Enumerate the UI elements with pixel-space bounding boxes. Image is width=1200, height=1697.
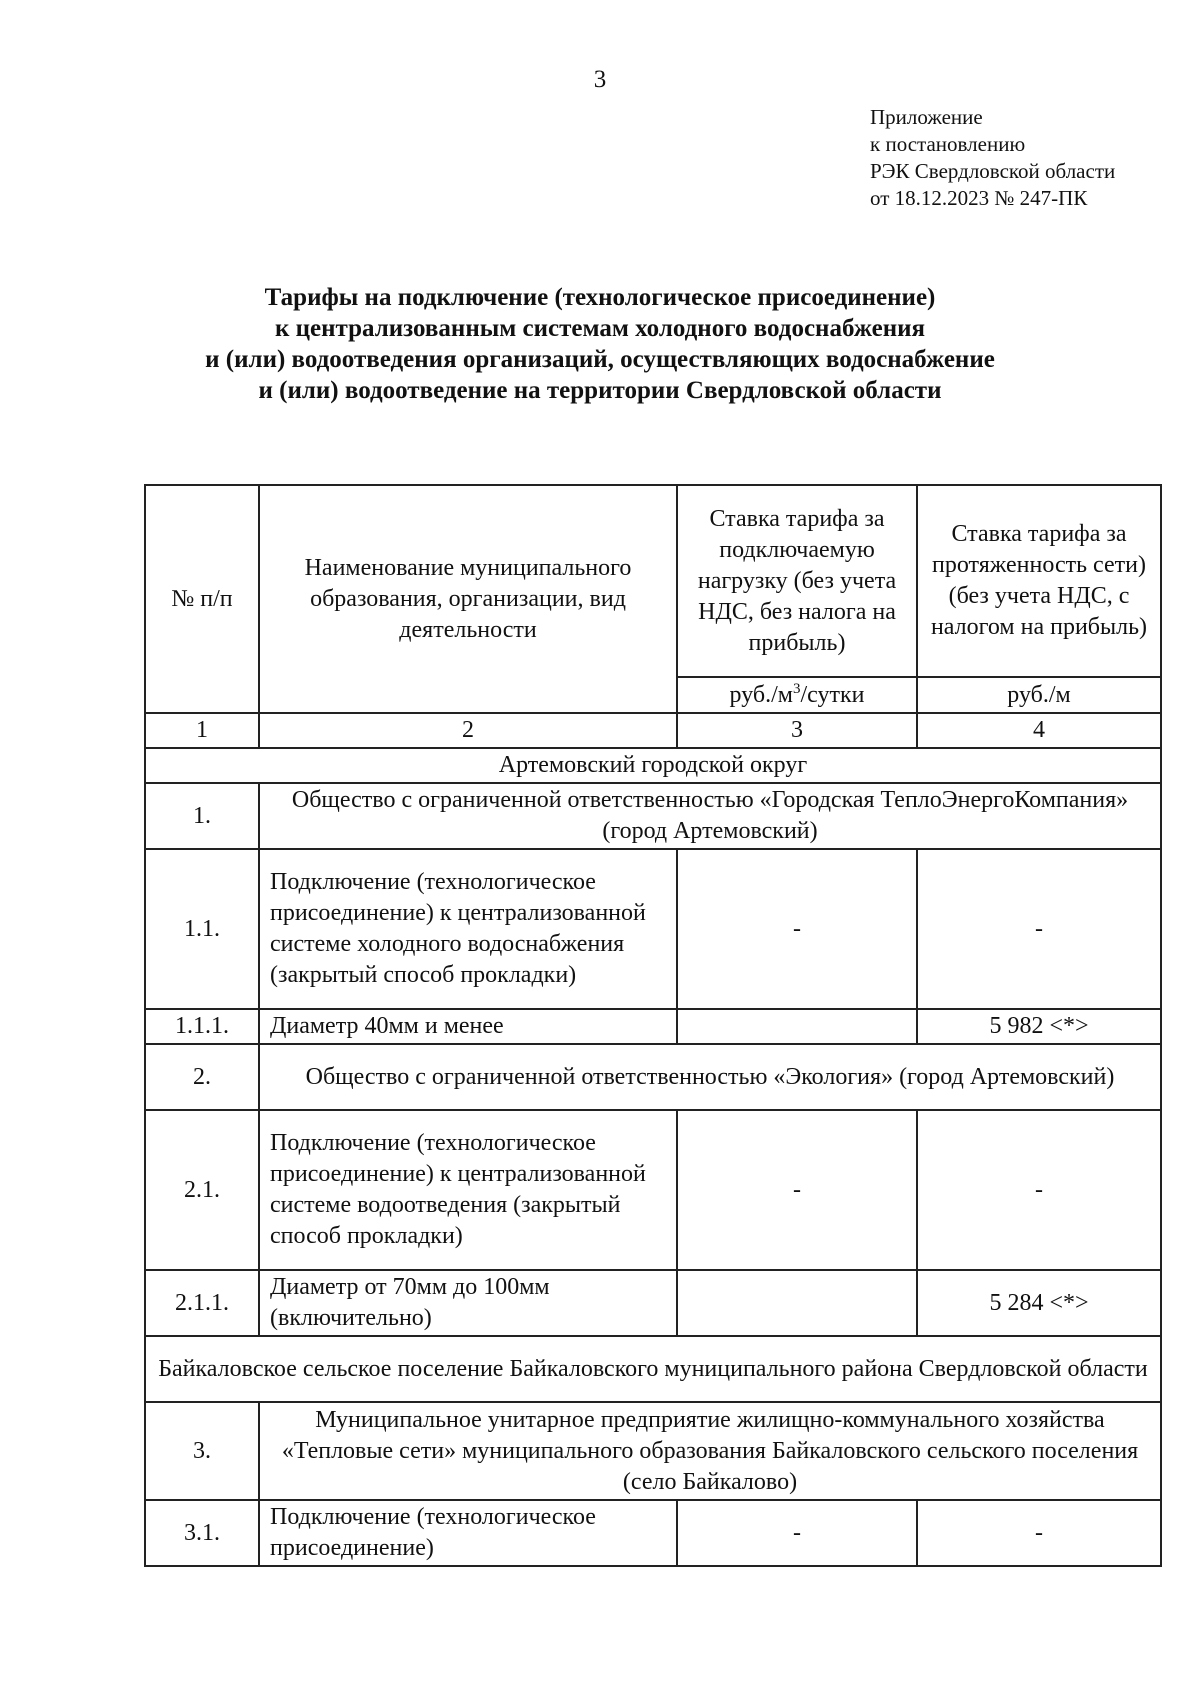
header-num: № п/п [145, 485, 259, 713]
load-rate-value: - [677, 1500, 917, 1566]
load-rate-value [677, 1270, 917, 1336]
appendix-line: от 18.12.2023 № 247-ПК [870, 186, 1088, 210]
unit-load: $руб./м^3$/сутки [677, 677, 917, 713]
col-number: 2 [259, 713, 677, 748]
length-rate-value: - [917, 1500, 1161, 1566]
load-rate-value [677, 1009, 917, 1044]
col-number: 3 [677, 713, 917, 748]
organization-row [145, 783, 1161, 849]
row-number: 2. [145, 1044, 259, 1110]
organization-name: Общество с ограниченной ответственностью «Экология» (город Артемовский) [259, 1044, 1161, 1110]
row-number: 3. [145, 1402, 259, 1500]
header-length-rate: Ставка тарифа за протяженность сети) (без учета НДС, с налогом на прибыль) [917, 485, 1161, 677]
title-line: и (или) водоотведения организаций, осуществляющих водоснабжение [205, 346, 995, 373]
unit-superscript: 3 [792, 680, 801, 697]
column-numbers-row [145, 713, 1161, 748]
length-rate-value: 5 284 <*> [917, 1270, 1161, 1336]
organization-name: Муниципальное унитарное предприятие жилищно-коммунального хозяйства «Тепловые сети» муниципального образования Байкаловского сельского поселения (село Байкалово) [259, 1402, 1161, 1500]
header-name: Наименование муниципального образования, организации, вид деятельности [259, 485, 677, 713]
appendix-line: РЭК Свердловской области [870, 159, 1116, 183]
service-name: Подключение (технологическое присоединение) [259, 1500, 677, 1566]
title-line: к централизованным системам холодного водоснабжения [274, 315, 926, 342]
diameter-row [145, 1270, 1161, 1336]
col-number: 1 [145, 713, 259, 748]
header-load-rate: Ставка тарифа за подключаемую нагрузку (без учета НДС, без налога на прибыль) [677, 485, 917, 677]
row-number: 2.1. [145, 1110, 259, 1270]
service-row [145, 1500, 1161, 1566]
col-number: 4 [917, 713, 1161, 748]
row-number: 1.1. [145, 849, 259, 1009]
length-rate-value: - [917, 849, 1161, 1009]
header-row [145, 485, 1161, 677]
document-title [0, 282, 1200, 406]
service-name: Подключение (технологическое присоединение) к централизованной системе водоотведения (закрытый способ прокладки) [259, 1110, 677, 1270]
organization-row [145, 1044, 1161, 1110]
row-number: 2.1.1. [145, 1270, 259, 1336]
load-rate-value: - [677, 1110, 917, 1270]
region-name: Артемовский городской округ [145, 748, 1161, 783]
service-row [145, 849, 1161, 1009]
appendix-line: Приложение [870, 105, 983, 129]
row-number: 1.1.1. [145, 1009, 259, 1044]
tariffs-table [144, 484, 1162, 1567]
diameter-name: Диаметр 40мм и менее [259, 1009, 677, 1044]
region-row [145, 1336, 1161, 1402]
length-rate-value: - [917, 1110, 1161, 1270]
diameter-name: Диаметр от 70мм до 100мм (включительно) [259, 1270, 677, 1336]
appendix-header [870, 104, 1115, 212]
page-number: 3 [593, 66, 607, 93]
load-rate-value: - [677, 849, 917, 1009]
appendix-line: к постановлению [870, 132, 1026, 156]
length-rate-value: 5 982 <*> [917, 1009, 1161, 1044]
region-name: Байкаловское сельское поселение Байкаловского муниципального района Свердловской области [145, 1336, 1161, 1402]
title-line: Тарифы на подключение (технологическое присоединение) [264, 284, 936, 311]
row-number: 1. [145, 783, 259, 849]
unit-length: руб./м [917, 677, 1161, 713]
organization-row [145, 1402, 1161, 1500]
region-row [145, 748, 1161, 783]
row-number: 3.1. [145, 1500, 259, 1566]
organization-name: Общество с ограниченной ответственностью «Городская ТеплоЭнергоКомпания» (город Артемовский) [259, 783, 1161, 849]
service-name: Подключение (технологическое присоединение) к централизованной системе холодного водоснабжения (закрытый способ прокладки) [259, 849, 677, 1009]
diameter-row [145, 1009, 1161, 1044]
service-row [145, 1110, 1161, 1270]
title-line: и (или) водоотведение на территории Свердловской области [258, 377, 942, 404]
